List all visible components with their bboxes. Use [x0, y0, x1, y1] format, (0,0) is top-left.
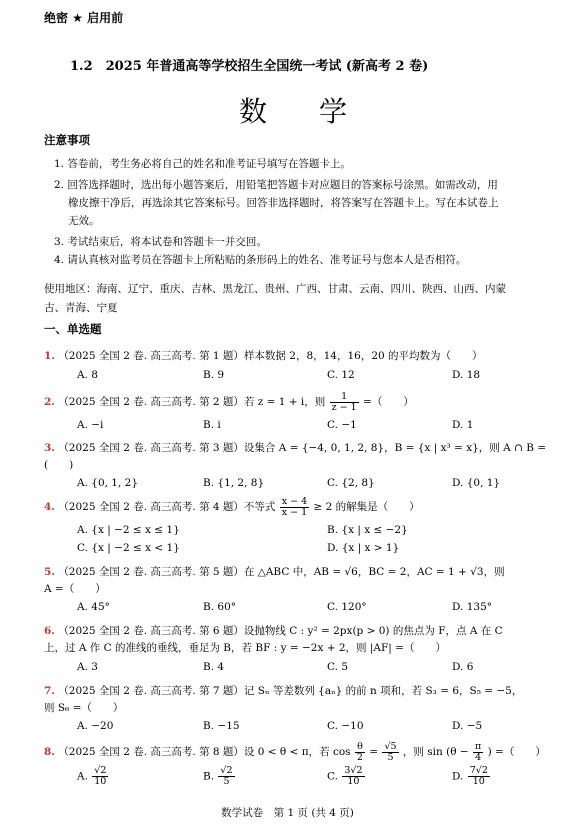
fraction: [280, 497, 309, 518]
fraction-denominator: x − 1: [281, 506, 308, 518]
option-b: B. 60°: [203, 601, 237, 613]
option-b: B. 4: [203, 661, 225, 673]
option-a: A. 8: [77, 369, 98, 381]
fraction-numerator: √2: [94, 765, 107, 776]
question-4: [44, 496, 420, 518]
option-a: A. −20: [77, 720, 114, 732]
question-number: 1.: [44, 350, 55, 362]
fraction-denominator: 10: [347, 776, 360, 787]
fraction: [92, 766, 108, 787]
question-8: [44, 740, 546, 764]
option-c: C. 12: [327, 369, 355, 381]
question-text-end: ) =（ ）: [487, 746, 546, 758]
fraction-denominator: 10: [472, 776, 485, 787]
fraction-numerator: √2: [220, 765, 233, 776]
fraction: [355, 742, 365, 763]
question-text-end: =（ ）: [363, 396, 414, 408]
option-d: D. 6: [452, 661, 474, 673]
exam-title: 1.2 2025 年普通高等学校招生全国统一考试 (新高考 2 卷): [70, 59, 429, 74]
option-d: D. 18: [452, 369, 481, 381]
question-3-cont: ( ): [44, 459, 74, 471]
option-c: C. 120°: [327, 601, 367, 613]
option-b: B. i: [203, 419, 221, 431]
question-text: （2025 全国 2 卷. 高三高考. 第 8 题）设 0 < θ < π，若 cos: [58, 746, 351, 758]
question-5-cont: A =（ ）: [44, 583, 106, 595]
question-text: （2025 全国 2 卷. 高三高考. 第 2 题）若 z = 1 + i，则: [58, 396, 326, 408]
note-item-3: 3. 考试结束后，将本试卷和答题卡一并交回。: [54, 236, 267, 248]
option-b: B. {1, 2, 8}: [203, 477, 265, 489]
question-text-mid: ，则 sin: [402, 746, 443, 758]
paren-open: (θ −: [446, 746, 469, 758]
notes-heading: 注意事项: [44, 133, 90, 147]
question-5: [44, 564, 505, 579]
option-c: C. {x | −2 ≤ x < 1}: [77, 542, 180, 554]
region-line-2: 古、青海、宁夏: [44, 302, 118, 314]
option-c: C. −10: [327, 720, 364, 732]
option-d: D. {0, 1}: [452, 477, 501, 489]
fraction-numerator: √5: [384, 740, 397, 752]
question-text: （2025 全国 2 卷. 高三高考. 第 3 题）设集合 A = {−4, 0, 1, 2, 8}，B = {x | x³ = x}，则 A ∩ B =: [58, 442, 547, 454]
option-c: C. −1: [327, 419, 357, 431]
region-line-1: 使用地区：海南、辽宁、重庆、吉林、黑龙江、贵州、广西、甘肃、云南、四川、陕西、山西、内蒙: [44, 283, 506, 295]
note-item-2-cont: 橡皮擦干净后，再选涂其它答案标号。回答非选择题时，将答案写在答题卡上。写在本试卷上: [68, 197, 499, 209]
equals-sign: =: [369, 746, 379, 758]
question-text: （2025 全国 2 卷. 高三高考. 第 7 题）记 Sₙ 等差数列 {aₙ} 的前 n 项和，若 S₃ = 6，S₅ = −5，: [58, 685, 523, 697]
page-footer: 数学试卷 第 1 页 (共 4 页): [221, 807, 354, 819]
fraction-denominator: 5: [387, 751, 394, 763]
option-b: [203, 766, 236, 787]
fraction: [473, 742, 483, 763]
question-text-end: ≥ 2 的解集是（ ）: [313, 501, 420, 513]
question-number: 5.: [44, 566, 55, 578]
fraction-denominator: 5: [223, 776, 230, 787]
option-letter: C.: [327, 770, 338, 783]
question-number: 6.: [44, 625, 55, 637]
fraction: [468, 766, 490, 787]
option-a: A. 45°: [77, 601, 110, 613]
option-a: A. {x | −2 ≤ x ≤ 1}: [77, 524, 180, 536]
question-number: 8.: [44, 746, 55, 758]
question-text: （2025 全国 2 卷. 高三高考. 第 4 题）不等式: [58, 501, 276, 513]
fraction-numerator: π: [475, 740, 482, 752]
question-3: [44, 440, 546, 455]
question-number: 7.: [44, 685, 55, 697]
option-a: A. {0, 1, 2}: [77, 477, 139, 489]
confidential-label: 绝密 ★ 启用前: [44, 11, 124, 25]
fraction: [382, 742, 398, 763]
section-heading: 一、单选题: [44, 322, 102, 336]
question-text: （2025 全国 2 卷. 高三高考. 第 1 题）样本数据 2，8，14，16，20 的平均数为（ ）: [58, 350, 483, 362]
fraction-denominator: 10: [94, 776, 107, 787]
question-number: 3.: [44, 442, 55, 454]
option-b: B. 9: [203, 369, 225, 381]
fraction-numerator: 3√2: [344, 765, 363, 776]
option-d: D. {x | x > 1}: [327, 542, 400, 554]
fraction-numerator: x − 4: [281, 495, 308, 507]
option-c: C. {2, 8}: [327, 477, 375, 489]
option-d: D. 135°: [452, 601, 493, 613]
question-text: （2025 全国 2 卷. 高三高考. 第 5 题）在 △ABC 中，AB = √6，BC = 2，AC = 1 + √3，则: [58, 566, 505, 578]
fraction: [218, 766, 234, 787]
note-item-1: 1. 答卷前，考生务必将自己的姓名和准考证号填写在答题卡上。: [54, 158, 351, 170]
option-letter: B.: [203, 770, 215, 783]
option-b: B. −15: [203, 720, 240, 732]
question-2: [44, 391, 414, 413]
fraction-denominator: 2: [356, 751, 363, 763]
option-d: [452, 766, 491, 787]
option-a: A. −i: [77, 419, 104, 431]
option-d: D. −5: [452, 720, 483, 732]
question-text: （2025 全国 2 卷. 高三高考. 第 6 题）设抛物线 C : y² = 2px(p > 0) 的焦点为 F，点 A 在 C: [58, 625, 503, 637]
note-item-2-cont2: 无效。: [68, 215, 100, 227]
question-number: 4.: [44, 501, 55, 513]
subject-title: 数 学: [239, 95, 360, 128]
option-c: [327, 766, 366, 787]
fraction-numerator: θ: [355, 742, 365, 753]
question-1: [44, 348, 483, 363]
question-7: [44, 683, 522, 698]
option-b: B. {x | x ≤ −2}: [327, 524, 408, 536]
question-7-cont: 则 S₆ =（ ）: [44, 702, 124, 714]
fraction-numerator: 7√2: [469, 765, 488, 776]
note-item-4: 4. 请认真核对监考员在答题卡上所粘贴的条形码上的姓名、准考证号与您本人是否相符。: [54, 254, 467, 266]
fraction-denominator: z − 1: [331, 401, 357, 413]
option-a: A. 3: [77, 661, 98, 673]
option-c: C. 5: [327, 661, 349, 673]
note-item-2: 2. 回答选择题时，选出每小题答案后，用铅笔把答题卡对应题目的答案标号涂黑。如需改动，用: [54, 179, 498, 191]
fraction-numerator: 1: [330, 392, 359, 403]
fraction: [330, 392, 359, 413]
option-letter: D.: [452, 770, 464, 783]
option-d: D. 1: [452, 419, 474, 431]
option-letter: A.: [77, 770, 88, 783]
fraction-denominator: 4: [475, 751, 482, 763]
question-6: [44, 623, 503, 638]
option-a: [77, 766, 109, 787]
fraction: [342, 766, 364, 787]
question-6-cont: 上，过 A 作 C 的准线的垂线，垂足为 B，若 BF : y = −2x + 2，则 |AF| =（ ）: [44, 642, 446, 654]
question-number: 2.: [44, 396, 55, 408]
